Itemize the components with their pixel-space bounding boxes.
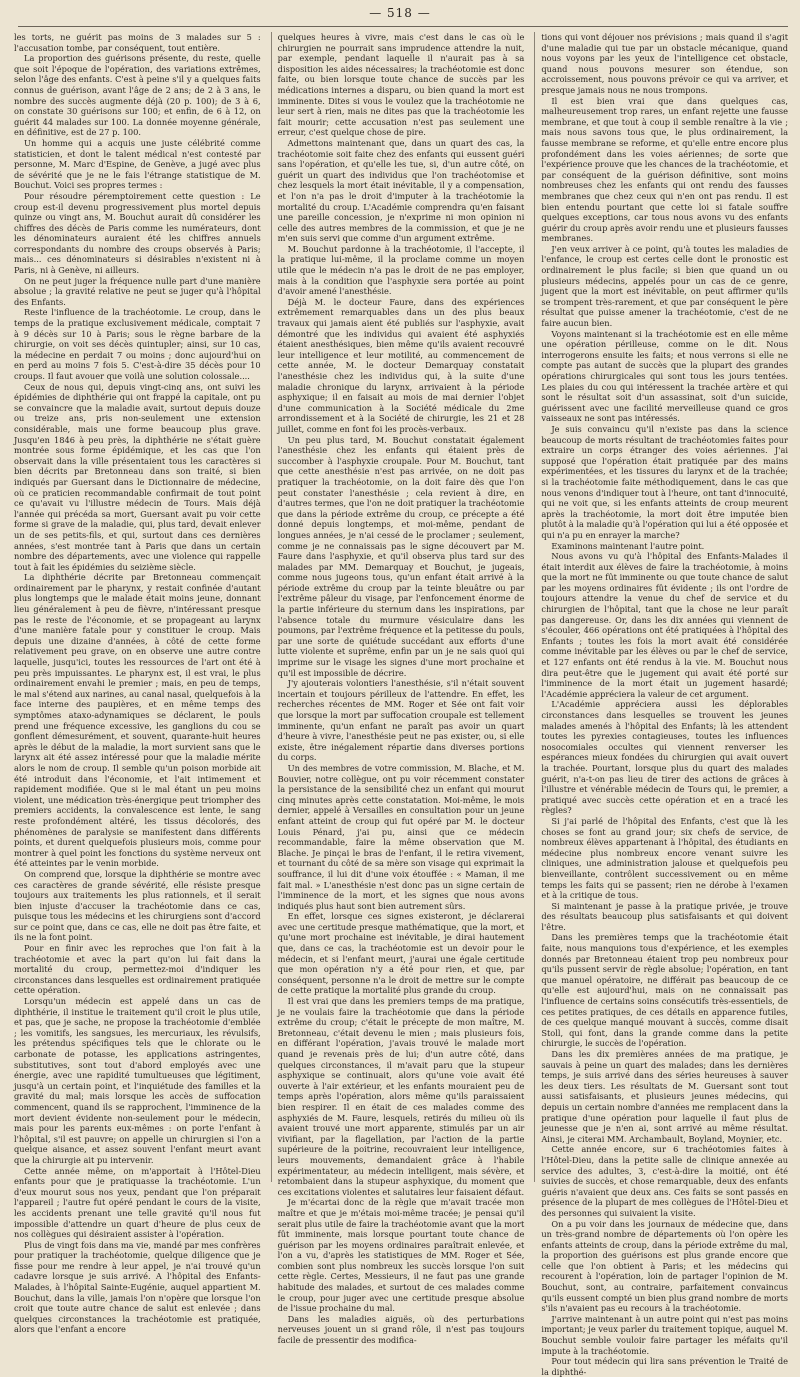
paragraph: Plus de vingt fois dans ma vie, mandé par mes confrères pour pratiquer la trachéotomie, quelque diligence que je fisse pour me rendre à leur appel, je n'ai trouvé qu'un cadavre lorsque je suis arrivé. A l'hôpital des Enfants-Malades, à l'hôpital Sainte-Eugénie, auquel appartient M. Bouchut, dans la ville, jamais l'on n'opère que lorsque l'on croit que toute autre chance de salut est enlevée ; dans quelques circonstances la trachéotomie est pratiquée, alors que l'enfant a encore	[14, 1239, 261, 1335]
paragraph: tions qui vont déjouer nos prévisions ; mais quand il s'agit d'une maladie qui tue par un obstacle mécanique, quand nous voyons par les yeux de l'intelligence cet obstacle, quand nous pouvons mesurer son étendue, son accroissement, nous pouvons prévoir ce qui va arriver, et presque jamais nous ne nous trompons.	[541, 32, 789, 95]
paragraph: M. Bouchut pardonne à la trachéotomie, il l'accepte, il la pratique lui-même, il la proclame comme un moyen utile que le médecin n'a pas le droit de ne pas employer, mais à la condition que l'asphyxie sera portée au point d'avoir amené l'anesthésie.	[277, 243, 525, 297]
text-columns	[14, 32, 789, 1377]
paragraph: Si maintenant je passe à la pratique privée, je trouve des résultats beaucoup plus satisfaisants et qui doivent l'être.	[541, 900, 789, 932]
paragraph: On a pu voir dans les journaux de médecine que, dans un très-grand nombre de départements où l'on opère les enfants atteints de croup, dans la période extrême du mal, la proportion des guérisons est plus grande encore que celle que l'on obtient à Paris; et les médecins qui recourent à l'opération, loin de partager l'opinion de M. Bouchut, sont, au contraire, parfaitement convaincus qu'ils eussent compté un bien plus grand nombre de morts s'ils n'avaient pas eu recours à la trachéotomie.	[541, 1218, 789, 1314]
paragraph: Pour résoudre péremptoirement cette question : Le croup est-il devenu progressivement plus mortel depuis quinze ou vingt ans, M. Bouchut aurait dû considérer les chiffres des décès de Paris comme les numérateurs, dont les dénominateurs auraient été les chiffres annuels correspondants du nombre des croups observés à Paris; mais... ces dénominateurs si désirables n'existent ni à Paris, ni à Genève, ni ailleurs.	[14, 190, 261, 276]
paragraph: Cette année encore, sur 6 trachéotomies faites à l'Hôtel-Dieu, dans la petite salle de clinique annexée au service des adultes, 3, c'est-à-dire la moitié, ont été suivies de succès, et chose remarquable, deux des enfants guéris n'avaient que deux ans. Ces faits se sont passés en présence de la plupart de mes collègues de l'Hôtel-Dieu et des personnes qui suivaient la visite.	[541, 1144, 789, 1218]
header-rule	[18, 26, 788, 27]
column-right	[534, 32, 789, 1377]
paragraph: Cette année même, on m'apportait à l'Hôtel-Dieu enfants pour que je pratiquasse la trachéotomie. L'un d'eux mourut sous nos yeux, pendant que l'on préparait l'appareil ; l'autre fut opéré pendant le cours de la visite, les accidents prenant une telle gravité qu'il nous fut impossible d'attendre un quart d'heure de plus ceux de nos collègues qui désiraient assister à l'opération.	[14, 1165, 261, 1240]
paragraph: Il est bien vrai que dans quelques cas, malheureusement trop rares, un enfant rejette une fausse membrane, et que tout à coup il semble renaître à la vie ; mais nous savons tous que, le plus ordinairement, la fausse membrane se reforme, et qu'elle entre encore plus profondément dans les voies aériennes; de sorte que l'expérience prouve que les chances de la trachéotomie, et par conséquent de la guérison définitive, sont moins nombreuses chez les enfants qui ont rendu des fausses membranes que chez ceux qui n'en ont pas rendu. Il est bien entendu pourtant que cette loi si fatale souffre quelques exceptions, car tous nous avons vu des enfants guérir du croup après avoir rendu une et plusieurs fausses membranes.	[541, 95, 789, 244]
paragraph: Je m'écartai donc de la règle que m'avait tracée mon maître et que je m'étais moi-même tracée; je pensai qu'il serait plus utile de faire la trachéotomie avant que la mort fût imminente, mais lorsque pourtant toute chance de guérison par les moyens ordinaires paraîtrait enlevée, et l'on a vu, d'après les statistiques de MM. Roger et Sée, combien sont plus nombreux les succès lorsque l'on suit cette règle. Certes, Messieurs, il ne faut pas une grande habitude des malades, et surtout de ces malades comme le croup, pour juger avec une certitude presque absolue de l'issue prochaine du mal.	[277, 1197, 525, 1314]
paragraph: Examinons maintenant l'autre point.	[551, 540, 705, 551]
paragraph: Il est vrai que dans les premiers temps de ma pratique, je ne voulais faire la trachéotomie que dans la période extrême du croup; c'était le précepte de mon maître, M. Bretonneau, c'était devenu le mien ; mais plusieurs fois, en différant l'opération, j'avais trouvé le malade mort quand je revenais près de lui; d'un autre côté, dans quelques circonstances, il m'avait paru que la stupeur asphyxique se continuait, alors qu'une voie avait été ouverte à l'air extérieur, et les enfants mouraient peu de temps après l'opération, alors même qu'ils paraissaient bien respirer. Il en était de ces malades comme des asphyxiés de M. Faure, lesquels, retirés du milieu où ils avaient trouvé une mort apparente, stimulés par un air vivifiant, par la flagellation, par l'action de la partie supérieure de la poitrine, recouvraient leur intelligence, leurs mouvements, demandaient grâce à l'habile expérimentateur, au médecin intelligent, mais sévère, et retombaient dans la stupeur asphyxique, du moment que ces excitations violentes et salutaires leur faisaient défaut.	[277, 996, 525, 1197]
paragraph: Si j'ai parlé de l'hôpital des Enfants, c'est que là les choses se font au grand jour; six chefs de service, de nombreux élèves appartenant à l'hôpital, des étudiants en médecine plus nombreux encore venant suivre les cliniques, une administration jalouse et quelquefois peu bienveillante, contrôlent successivement ou en même temps les faits qui se passent; rien ne dérobe à l'examen et à la critique de tous.	[541, 815, 789, 901]
paragraph: Dans les maladies aiguës, où des perturbations nerveuses jouent un si grand rôle, il n'est pas toujours facile de pressentir des modifica-	[277, 1313, 525, 1346]
column-left	[14, 32, 261, 1335]
paragraph: Voyons maintenant si la trachéotomie est en elle même une opération périlleuse, comme on le dit. Nous interrogerons ensuite les faits; et nous verrons si elle ne compte pas autant de succès que la plupart des grandes opérations chirurgicales qui sont tous les jours tentées. Les plaies du cou qui intéressent la trachée artère et qui sont le résultat soit d'un assassinat, soit d'un suicide, guérissent avec une facilité merveilleuse quand ce gros vaisseaux ne sont pas intéressés.	[541, 328, 789, 424]
paragraph: Un des membres de votre commission, M. Blache, et M. Bouvier, notre collègue, ont pu voir récemment constater la persistance de la sensibilité chez un enfant qui mourut cinq minutes après cette constatation. Moi-même, le mois dernier, appelé à Versailles en consultation pour un jeune enfant atteint de croup qui fut opéré par M. le docteur Louis Pénard, j'ai pu, ainsi que ce médecin recommandable, faire la même observation que M. Blache. Je pinçai le bras de l'enfant, il le retira vivement, et tournant du côté de sa mère son visage qui exprimait la souffrance, il lui dit d'une voix étouffée : « Maman, il me fait mal. » L'anesthésie n'est donc pas un signe certain de l'imminence de la mort, et les signes que nous avons indiqués plus haut sont bien autrement sûrs.	[277, 762, 525, 911]
paragraph: Un homme qui a acquis une juste célébrité comme statisticien, et dont le talent médical n'est contesté par personne, M. Marc d'Espine, de Genève, a jugé avec plus de sévérité que je ne le fais l'étrange statistique de M. Bouchut. Voici ses propres termes :	[14, 137, 261, 191]
paragraph: Pour tout médecin qui lira sans prévention le Traité de la diphthé-	[541, 1356, 789, 1377]
column-middle	[271, 32, 525, 1346]
paragraph: les torts, ne guérit pas moins de 3 malades sur 5 : l'accusation tombe, par conséquent, tout entière.	[14, 32, 261, 53]
paragraph: Ceux de nous qui, depuis vingt-cinq ans, ont suivi les épidémies de diphthérie qui ont frappé la capitale, ont pu se convaincre que la maladie avait, surtout depuis douze ou treize ans, pris non-seulement une extension considérable, mais une forme beaucoup plus grave. Jusqu'en 1846 à peu près, la diphthérie ne s'était guère montrée sous forme épidémique, et les cas que l'on observait dans la ville présentaient tous les caractères si bien décrits par Bretonneau dans son traité, si bien indiqués par Guersant dans le Dictionnaire de médecine, où ce praticien recommandable confirmait de tout point ce qu'avait vu l'illustre médecin de Tours. Mais déjà l'année qui précéda sa mort, Guersant avait pu voir cette forme si grave de la maladie, qui, plus tard, devait enlever un de ses petits-fils, et qui, surtout dans ces dernières années, s'est montrée tant à Paris que dans un certain nombre des départements, avec une violence qui rappelle tout à fait les épidémies du seizième siècle.	[14, 381, 261, 572]
paragraph: quelques heures à vivre, mais c'est dans le cas où le chirurgien ne pourrait sans imprudence attendre la nuit, par exemple, pendant laquelle il n'aurait pas à sa disposition les aides nécessaires; la trachéotomie est donc faite, ou bien lorsque toute chance de succès par les médications internes a disparu, ou bien quand la mort est imminente. Dites si vous le voulez que la trachéotomie ne leur sert à rien, mais ne dites pas que la trachéotomie les fait mourir; cette accusation n'est pas seulement une erreur, c'est quelque chose de pire.	[277, 32, 525, 138]
paragraph: On ne peut juger la fréquence nulle part d'une manière absolue ; la gravité relative ne peut se juger qu'à l'hôpital des Enfants.	[14, 275, 261, 307]
paragraph: J'arrive maintenant à un autre point qui n'est pas moins important; je veux parler du traitement topique, auquel M. Bouchut semble vouloir faire partager les méfaits qu'il impute à la trachéotomie.	[541, 1313, 789, 1356]
paragraph: La proportion des guérisons présente, du reste, quelle que soit l'époque de l'opération, des variations extrêmes, selon l'âge des enfants. C'est à peine s'il y a quelques faits connus de guérison, avant l'âge de 2 ans; de 2 à 3 ans, le nombre des succès augmente déjà (20 p. 100); de 3 à 6, on constate 30 guérisons sur 100; et enfin, de 6 à 12, on guérit 44 malades sur 100. La donnée moyenne générale, en définitive, est de 27 p. 100.	[14, 53, 261, 138]
paragraph: Lorsqu'un médecin est appelé dans un cas de diphthérie, il institue le traitement qu'il croit le plus utile, et pas, que je sache, ne propose la trachéotomie d'emblée ; les vomitifs, les sangsues, les mercuriaux, les révulsifs, les prétendus spécifiques tels que le chlorate ou le carbonate de potasse, les applications astringentes, substitutives, sont tout d'abord employés avec une énergie, avec une rapidité tumultueuses que légitiment, jusqu'à un certain point, et l'inquiétude des familles et la gravité du mal; mais lorsque les accès de suffocation commencent, quand ils se rapprochent, l'imminence de la mort devient évidente non-seulement pour le médecin, mais pour les parents eux-mêmes : on porte l'enfant à l'hôpital, s'il est pauvre; on appelle un chirurgien si l'on a quelque aisance, et assez souvent l'enfant meurt avant que la chirurgie ait pu intervenir.	[14, 996, 261, 1165]
paragraph: Déjà M. le docteur Faure, dans des expériences extrêmement remarquables dans un des plus beaux travaux qui jamais aient été publiés sur l'asphyxie, avait démontré que les individus qui avaient été asphyxiés étaient anesthésiques, bien même qu'ils avaient recouvré leur intelligence et leur motilité, au commencement de cette année, M. le docteur Demarquay constatait l'anesthésie chez les individus qui, à la suite d'une maladie chronique du larynx, arrivaient à la période asphyxique; il en faisait au mois de mai dernier l'objet d'une communication à la Société médicale du 2me arrondissement et à la Société de chirurgie, les 21 et 28 juillet, comme en font foi les procès-verbaux.	[277, 296, 525, 434]
paragraph: Dans les premières temps que la trachéotomie était faite, nous manquions tous d'expérience, et les exemples donnés par Bretonneau étaient trop peu nombreux pour qu'ils pussent servir de règle absolue; l'opération, en tant que manuel opératoire, ne différait pas beaucoup de ce qu'elle est aujourd'hui, mais on ne connaissait pas l'influence de certains soins consécutifs très-essentiels, de ces petites pratiques, de ces détails en apparence futiles, de ces quelque manqué mouvant à succès, comme disait Stoll, qui font, dans la grande comme dans la petite chirurgie, le succès de l'opération.	[541, 932, 789, 1049]
paragraph: Reste l'influence de la trachéotomie. Le croup, dans le temps de la pratique exclusivement médicale, comptait 7 à 9 décès sur 10 à Paris; sous le règne barbare de la chirurgie, on voit ses décès quintupler; ainsi, sur 10 cas, la médecine en perdait 7 ou moins ; donc aujourd'hui on en perd au moins 7 fois 5. C'est-à-dire 35 décès pour 10 croups. Il faut avouer que voilà une solution colossale....	[14, 307, 261, 381]
paragraph: Je suis convaincu qu'il n'existe pas dans la science beaucoup de morts résultant de trachéotomies faites pour extraire un corps étranger des voies aériennes. J'ai supposé que l'opération était pratiquée par des mains expérimentées, et les tissures du larynx et de la trachée; si la trachéotomie faite méthodiquement, dans le cas que nous venons d'indiquer tout à l'heure, ont tant d'innocuité, qui ne voit que, si les enfants atteints de croup meurent après la trachéotomie, la mort doit être imputée bien plutôt à la maladie qu'à l'opération qui lui a été opposée et qui n'a pu en enrayer la marche?	[541, 423, 789, 540]
paragraph: La diphthérie décrite par Bretonneau commençait ordinairement par le pharynx, y restait confinée d'autant plus longtemps que le malade était moins jeune, donnant lieu généralement à peu de fièvre, n'intéressant presque pas le reste de l'économie, et se propageant au larynx d'une manière fatale pour y constituer le croup. Mais depuis une dizaine d'années, à côté de cette forme relativement peu grave, on en observe une autre contre laquelle, jusqu'ici, toutes les ressources de l'art ont été à peu près impuissantes. Le pharynx est, il est vrai, le plus ordinairement envahi le premier ; mais, en peu de temps, le mal s'étend aux narines, au canal nasal, quelquefois à la face interne des paupières, et en même temps des symptômes ataxo-adynamiques se déclarent, le pouls prend une fréquence excessive, les ganglions du cou se gonflent démesurément, et souvent, quarante-huit heures après le début de la maladie, la mort survient sans que le larynx ait été assez intéressé pour que la maladie mérite alors le nom de croup. Il semble qu'un poison morbide ait été introduit dans l'économie, et l'ait intimement et rapidement modifiée. Que si le mal étant un peu moins violent, une médication très-énergique peut triompher des premiers accidents, la convalescence est lente, le sang reste profondément altéré, les tissus décolorés, des phénomènes de paralysie se manifestent dans différents points, et durent quelquefois plusieurs mois, comme pour montrer à quel point les fonctions du système nerveux ont été atteintes par le venin morbide.	[14, 572, 261, 869]
paragraph: J'y ajouterais volontiers l'anesthésie, s'il n'était souvent incertain et toujours périlleux de l'attendre. En effet, les recherches récentes de MM. Roger et Sée ont fait voir que lorsque la mort par suffocation croupale est tellement imminente, qu'un enfant ne paraît pas avoir un quart d'heure à vivre, l'anesthésie peut ne pas exister, ou, si elle existe, être inégalement répartie dans diverses portions du corps.	[277, 678, 525, 763]
paragraph: L'Académie appréciera aussi les déplorables circonstances dans lesquelles se trouvent les jeunes malades amenés à l'hôpital des Enfants; là les attendent toutes les pyrexies contagieuses, toutes les influences nosocomiales occultes qui viennent renverser les espérances mieux fondées du chirurgien qui avait ouvert la trachée. Pourtant, lorsque plus du quart des malades guérit, n'a-t-on pas lieu de tirer des actions de grâces à l'illustre et vénérable médecin de Tours qui, le premier, a pratiqué avec succès cette opération et en a tracé les règles?	[541, 699, 789, 816]
paragraph: On comprend que, lorsque la diphthérie se montre avec ces caractères de grande sévérité, elle résiste presque toujours aux traitements les plus rationnels, et il serait bien injuste d'accuser la trachéotomie dans ce cas, puisque tous les médecins et les chirurgiens sont d'accord sur ce point que, dans ce cas, elle ne doit pas être faite, et ils ne la font point.	[14, 868, 261, 943]
paragraph: En effet, lorsque ces signes existeront, je déclarerai avec une certitude presque mathématique, que la mort, et qu'une mort prochaine est inévitable, je dirai hautement que, dans ce cas, la trachéotomie est un devoir pour le médecin, et si l'enfant meurt, j'aurai une égale certitude que mon opération n'y a été pour rien, et que, par conséquent, personne n'a le droit de mettre sur le compte de cette pratique la mortalité plus grande du croup.	[277, 911, 525, 996]
page-number: — 518 —	[369, 6, 431, 20]
paragraph: Dans les dix premières années de ma pratique, je sauvais à peine un quart des malades; dans les dernières temps, je suis arrivé dans des séries heureuses à sauver les deux tiers. Les résultats de M. Guersant sont tout aussi satisfaisants, et plusieurs jeunes médecins, qui depuis un certain nombre d'années me remplacent dans la pratique d'une opération pour laquelle il faut plus de jeunesse que je n'en ai, sont arrivé au même résultat. Ainsi, je citerai MM. Archambault, Boyland, Moynier, etc.	[541, 1049, 789, 1144]
paragraph: Nous avons vu qu'à l'hôpital des Enfants-Malades il était interdit aux élèves de faire la trachéotomie, à moins que la mort ne fût imminente ou que toute chance de salut par les moyens ordinaires fût évidente ; ils ont l'ordre de toujours attendre la venue du chef de service et du chirurgien de l'hôpital, tant que la chose ne leur paraît pas dangereuse. Or, dans les dix années qui viennent de s'écouler, 466 opérations ont été pratiquées à l'hôpital des Enfants ; toutes les fois la mort avait été considérée comme inévitable par les élèves ou par le chef de service, et 127 enfants ont été rendus à la vie. M. Bouchut nous dira peut-être que le jugement qui avait été porté sur l'imminence de la mort était un jugement hasardé; l'Académie appréciera la valeur de cet argument.	[541, 551, 789, 699]
paragraph: J'en veux arriver à ce point, qu'à toutes les maladies de l'enfance, le croup est certes celle dont le pronostic est ordinairement le plus facile; si bien que quand un ou plusieurs médecins, appelés pour un cas de ce genre, jugent que la mort est inévitable, on peut affirmer qu'ils se trompent très-rarement, et que par conséquent le père résultat que puisse amener la trachéotomie, c'est de ne faire aucun bien.	[541, 243, 789, 329]
paragraph: Un peu plus tard, M. Bouchut constatait également l'anesthésie chez les enfants qui étaient près de succomber à l'asphyxie croupale. Pour M. Bouchut, tant que cette anesthésie n'est pas arrivée, on ne doit pas pratiquer la trachéotomie, on la doit faire dès que l'on peut constater l'anesthésie ; cela revient à dire, en d'autres termes, que l'on ne doit pratiquer la trachéotomie que dans la période extrême du croup, ce précepte a été donné depuis longtemps, et moi-même, pendant de longues années, je n'ai cessé de le proclamer ; seulement, comme je ne connaissais pas le signe découvert par M. Faure dans l'asphyxie, et qu'il observa plus tard sur des malades par MM. Demarquay et Bouchut, je jugeais, comme nous jugeons tous, qu'un enfant était arrivé à la période extrême du croup par la teinte bleuâtre ou par l'extrême pâleur du visage, par l'enfoncement énorme de la partie inférieure du sternum dans les inspirations, par l'absence totale du murmure vésiculaire dans les poumons, par l'extrême fréquence et la petitesse du pouls, par une sorte de quiétude succédant aux efforts d'une lutte violente et suprême, enfin par un je ne sais quoi qui imprime sur le visage les signes d'une mort prochaine et qu'il est impossible de décrire.	[277, 434, 525, 678]
paragraph: Admettons maintenant que, dans un quart des cas, la trachéotomie soit faite chez des enfants qui eussent guéri sans l'opération, et qu'elle les tue, si, d'un autre côté, on guérit un quart des individus que l'on trachéotomise et chez lesquels la mort était inévitable, il y a compensation, et l'on n'a pas le droit d'imputer à la trachéotomie la mortalité du croup. L'Académie comprendra qu'en faisant une pareille concession, je n'exprime ni mon opinion ni celle des autres membres de la commission, et que je ne m'en suis servi que comme d'un argument extrême.	[277, 137, 525, 244]
paragraph: Pour en finir avec les reproches que l'on fait à la trachéotomie et avec la part qu'on lui fait dans la mortalité du croup, permettez-moi d'indiquer les circonstances dans lesquelles est ordinairement pratiquée cette opération.	[14, 943, 261, 996]
